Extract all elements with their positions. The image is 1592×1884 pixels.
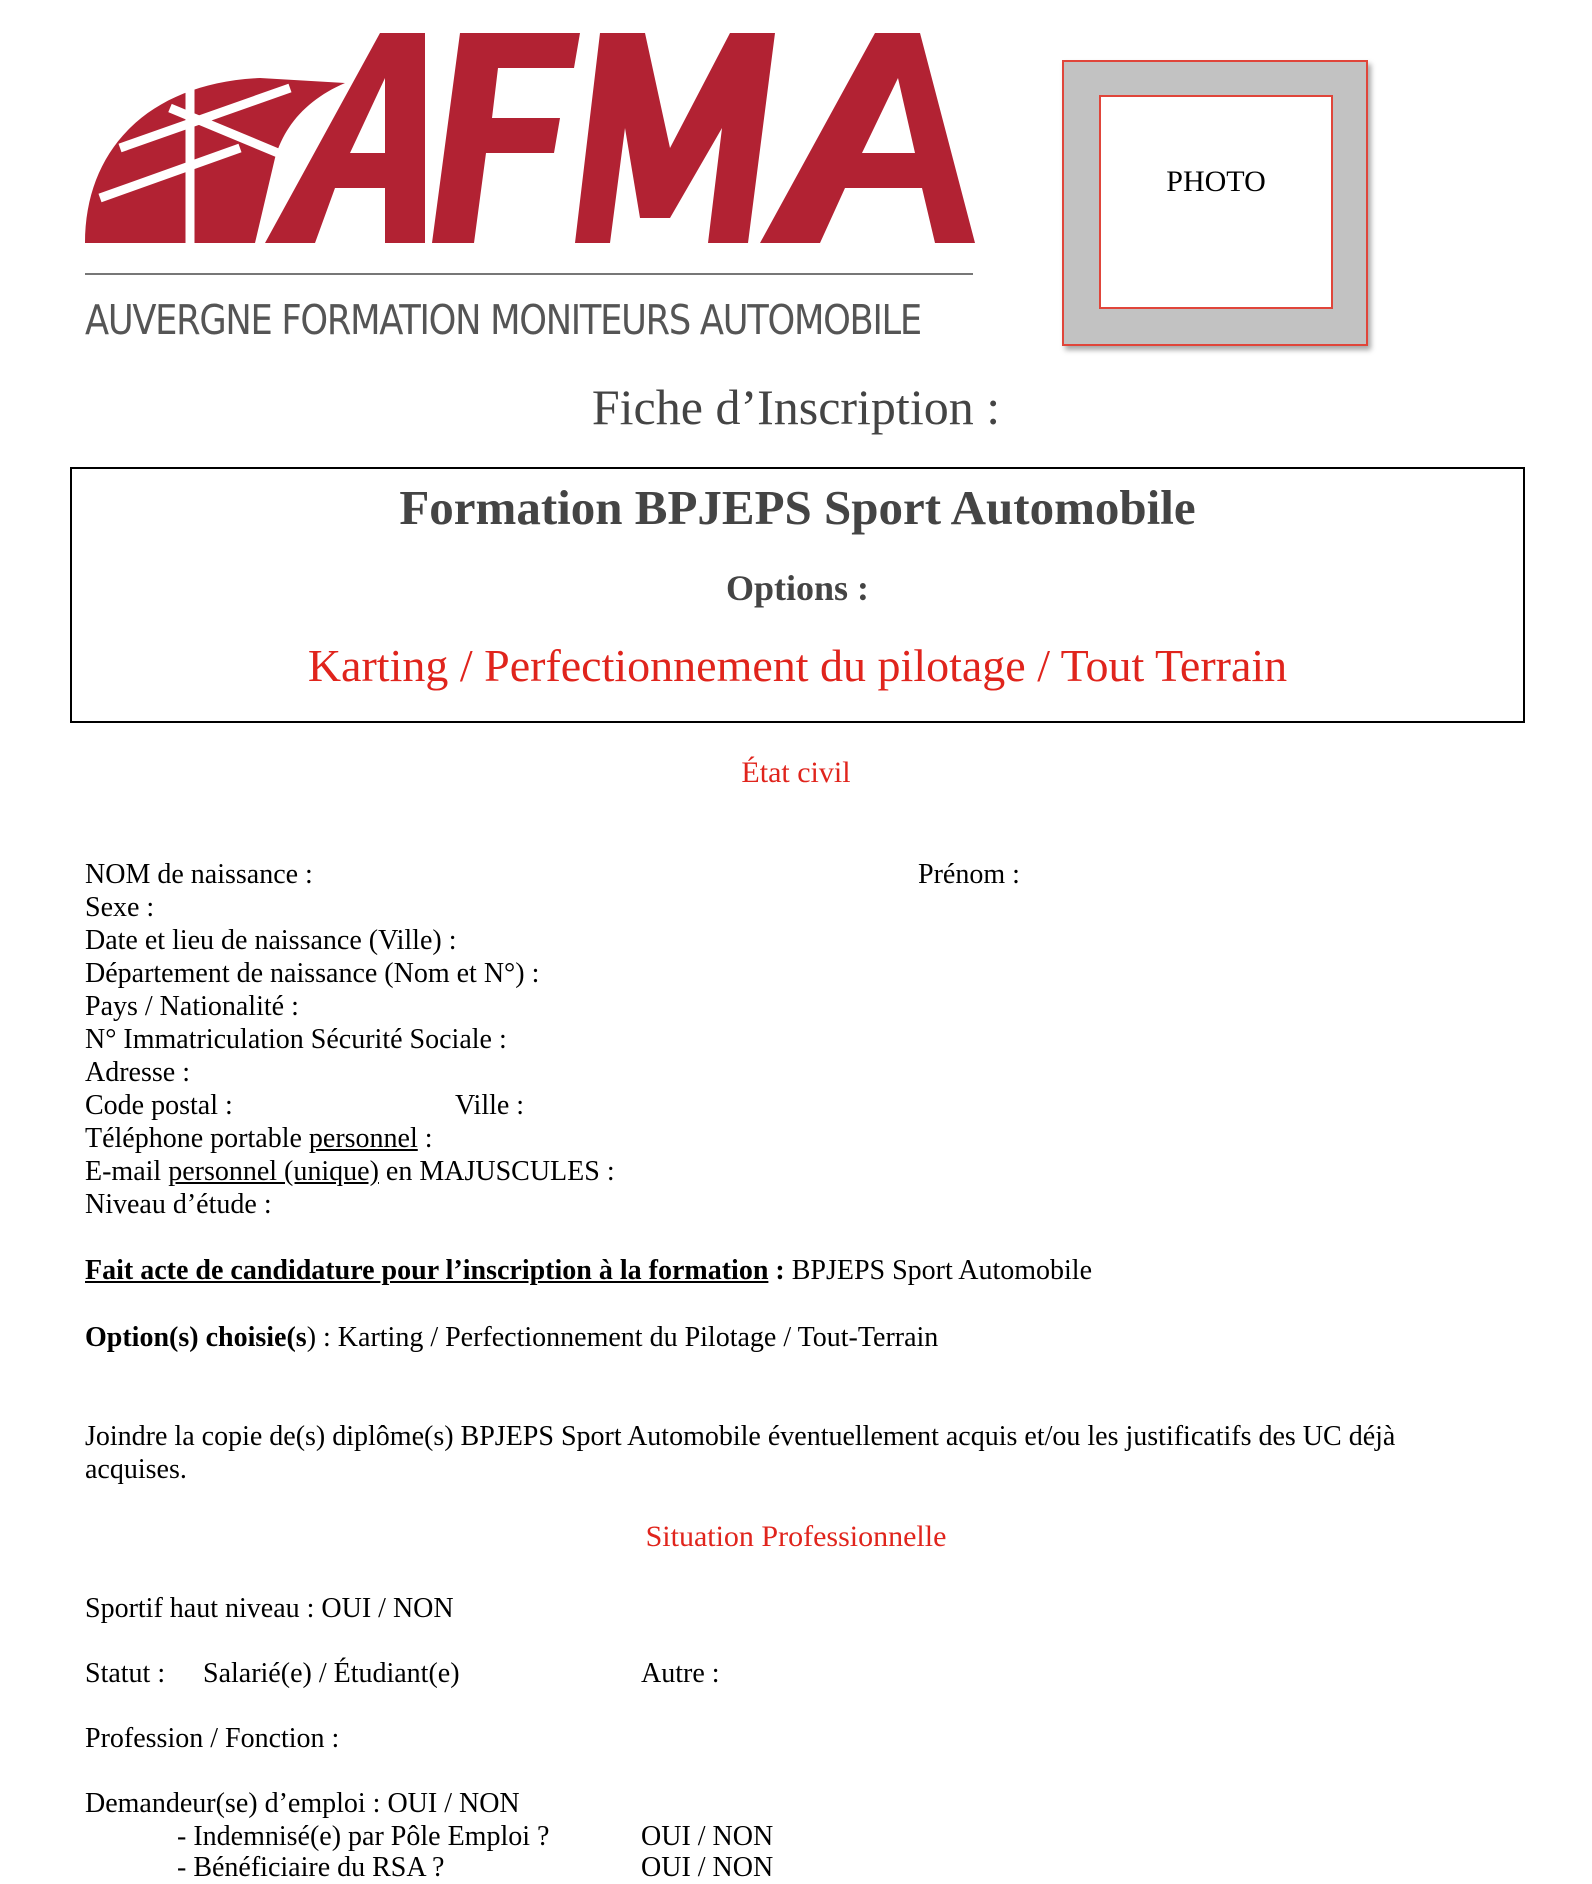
field-profession: Profession / Fonction : [85,1723,340,1754]
telephone-emphasis: personnel [308,1123,418,1154]
afma-logo [80,28,980,253]
field-statut-label: Statut : [85,1658,166,1689]
field-nom: NOM de naissance : [85,859,313,890]
field-indemnise: - Indemnisé(e) par Pôle Emploi ? [177,1821,550,1852]
field-rsa: - Bénéficiaire du RSA ? [177,1852,445,1883]
logo-divider [85,273,973,275]
options-choisies-paren: ) : [306,1322,331,1353]
field-indemnise-value: OUI / NON [641,1821,774,1852]
field-pays: Pays / Nationalité : [85,991,299,1022]
field-demandeur: Demandeur(se) d’emploi : OUI / NON [85,1788,520,1819]
field-code-postal: Code postal : [85,1090,233,1121]
field-sexe: Sexe : [85,892,155,923]
candidature-value: BPJEPS Sport Automobile [784,1255,1093,1286]
options-list: Karting / Perfectionnement du pilotage / Tout Terrain [307,640,1288,691]
candidature-line [85,1254,1092,1287]
candidature-colon: : [768,1255,785,1286]
field-niveau-etude: Niveau d’étude : [85,1189,272,1220]
formation-title: Formation BPJEPS Sport Automobile [399,480,1196,535]
options-choisies-value: Karting / Perfectionnement du Pilotage / Tout-Terrain [330,1322,939,1353]
page-title: Fiche d’Inscription : [591,379,1001,435]
telephone-colon: : [417,1123,433,1154]
field-telephone [85,1122,433,1155]
field-email [85,1155,615,1188]
email-emphasis: personnel (unique) [168,1156,379,1187]
photo-frame [1062,60,1368,346]
logo-letter-a2 [760,33,975,243]
section-situation-pro: Situation Professionnelle [645,1520,947,1553]
field-secu: N° Immatriculation Sécurité Sociale : [85,1024,507,1055]
field-autre: Autre : [641,1658,720,1689]
photo-placeholder [1099,95,1333,309]
field-sportif: Sportif haut niveau : OUI / NON [85,1593,454,1624]
field-date-lieu: Date et lieu de naissance (Ville) : [85,925,457,956]
formation-box [70,467,1525,723]
logo-letter-a1 [265,33,425,243]
field-departement: Département de naissance (Nom et N°) : [85,958,540,989]
email-label: E-mail [85,1156,169,1187]
telephone-label: Téléphone portable [85,1123,309,1154]
photo-label: PHOTO [1166,165,1266,198]
email-suffix: en MAJUSCULES : [378,1156,615,1187]
field-statut-value: Salarié(e) / Étudiant(e) [203,1658,460,1689]
joindre-line-1: Joindre la copie de(s) diplôme(s) BPJEPS Sport Automobile éventuellement acquis et/ou les justificatifs des UC déjà [85,1421,1396,1452]
field-prenom: Prénom : [918,859,1020,890]
options-choisies-label: Option(s) choisie(s [85,1322,307,1353]
logo-letter-m [575,33,775,243]
logo-letter-f [432,33,580,243]
logo-subtitle: AUVERGNE FORMATION MONITEURS AUTOMOBILE [85,296,921,344]
options-label: Options : [725,568,870,608]
field-ville: Ville : [455,1090,525,1121]
options-choisies-line [85,1321,938,1354]
field-adresse: Adresse : [85,1057,190,1088]
joindre-line-2: acquises. [85,1454,187,1485]
field-rsa-value: OUI / NON [641,1852,774,1883]
candidature-label: Fait acte de candidature pour l’inscription à la formation [85,1255,769,1286]
section-etat-civil: État civil [741,756,851,789]
